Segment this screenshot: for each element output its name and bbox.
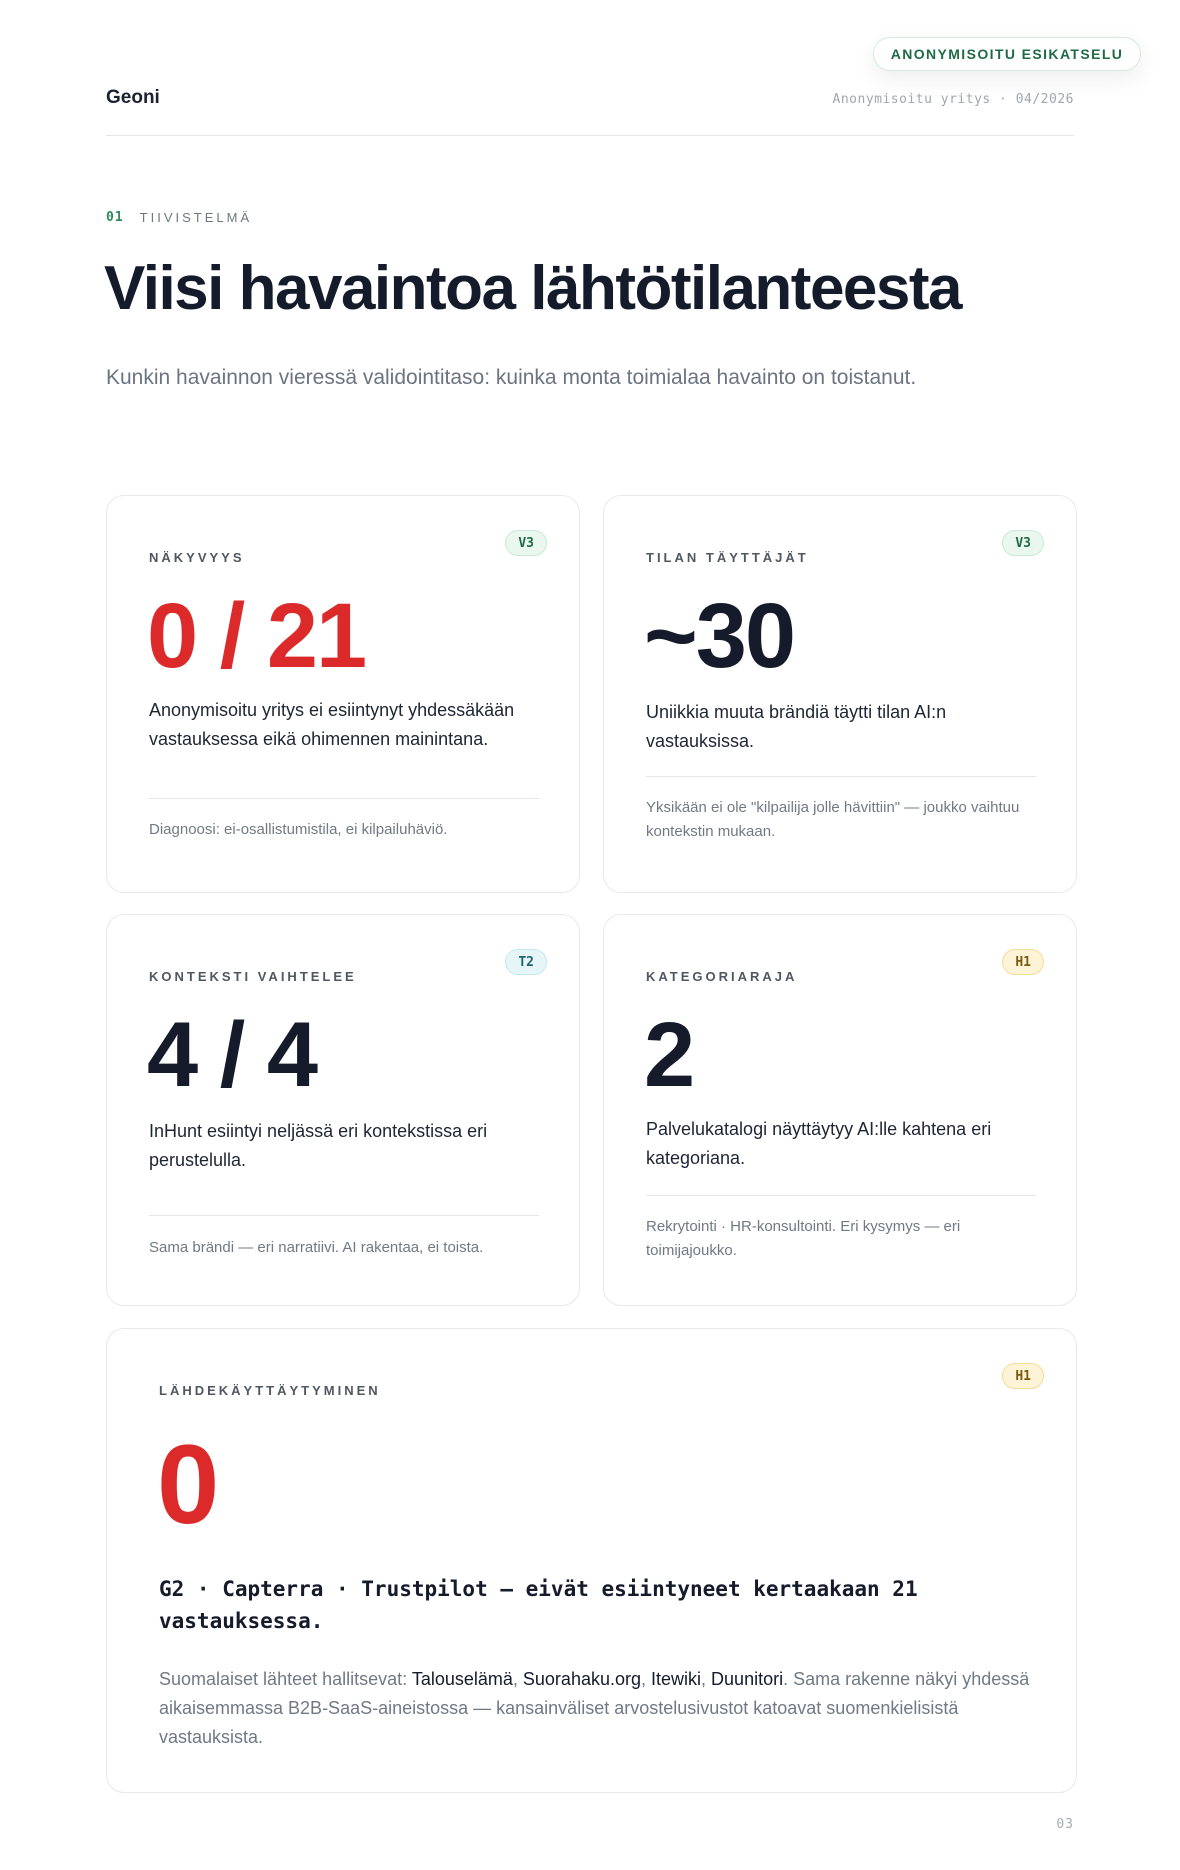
card-value: 0 [157, 1422, 218, 1547]
sources-rest: . Sama rakenne näkyi yhdessä aikaisemmassa B2B-SaaS-aineistossa — kansainväliset arvostelusivustot katoavat suomenkielisistä vastauksista. [159, 1669, 1030, 1747]
sources-body [159, 1665, 1039, 1752]
finding-card-category [603, 914, 1077, 1306]
card-label: KONTEKSTI VAIHTELEE [149, 969, 357, 984]
sources-intro: Suomalaiset lähteet hallitsevat: [159, 1669, 412, 1689]
card-body: Palvelukatalogi näyttäytyy AI:lle kahtena eri kategoriana. [646, 1119, 992, 1168]
validation-badge: V3 [505, 530, 547, 556]
header [106, 86, 1074, 136]
section-label [106, 210, 252, 225]
source-name: Duunitori [711, 1669, 784, 1689]
source-separator: , [512, 1669, 523, 1689]
card-divider [149, 1215, 539, 1216]
sources-headline: G2 · Capterra · Trustpilot — eivät esiintyneet kertaakaan 21 vastauksessa. [159, 1577, 918, 1633]
brand-logo: Geoni [106, 87, 160, 108]
finding-card-context [106, 914, 580, 1306]
finding-card-sources [106, 1328, 1077, 1793]
section-label-text: TIIVISTELMÄ [139, 210, 253, 225]
validation-badge: T2 [505, 949, 547, 975]
card-value: 2 [644, 1004, 694, 1106]
card-label: NÄKYVYYS [149, 550, 245, 565]
card-value: 4 / 4 [147, 1004, 317, 1106]
source-name: Itewiki [651, 1669, 702, 1689]
card-body: Uniikkia muuta brändiä täytti tilan AI:n vastauksissa. [646, 702, 947, 751]
validation-badge: H1 [1002, 949, 1044, 975]
card-label: KATEGORIARAJA [646, 969, 798, 984]
page-title: Viisi havaintoa lähtötilanteesta [104, 254, 962, 323]
card-label: LÄHDEKÄYTTÄYTYMINEN [159, 1383, 381, 1398]
source-name: Suorahaku.org [522, 1669, 641, 1689]
card-divider [646, 1195, 1036, 1196]
card-note: Sama brändi — eri narratiivi. AI rakentaa, ei toista. [149, 1239, 484, 1256]
source-name: Talouselämä [411, 1669, 513, 1689]
card-body: Anonymisoitu yritys ei esiintynyt yhdessäkään vastauksessa eikä ohimennen mainintana. [149, 700, 515, 749]
card-value: ~30 [644, 585, 795, 687]
card-note: Yksikään ei ole "kilpailija jolle hävittiin" — joukko vaihtuu kontekstin mukaan. [646, 799, 1020, 840]
validation-badge: V3 [1002, 530, 1044, 556]
card-body: InHunt esiintyi neljässä eri kontekstissa eri perustelulla. [149, 1121, 488, 1170]
card-divider [149, 798, 539, 799]
lead-paragraph: Kunkin havainnon vieressä validointitaso: kuinka monta toimialaa havainto on toistanut. [106, 366, 917, 389]
card-divider [646, 776, 1036, 777]
source-separator: , [701, 1669, 712, 1689]
card-value: 0 / 21 [147, 585, 366, 687]
finding-card-visibility [106, 495, 580, 893]
validation-badge: H1 [1002, 1363, 1044, 1389]
page-number: 03 [1056, 1817, 1074, 1832]
finding-card-space-fillers [603, 495, 1077, 893]
card-note: Rekrytointi · HR-konsultointi. Eri kysymys — eri toimijajoukko. [646, 1218, 961, 1259]
source-separator: , [641, 1669, 652, 1689]
section-number: 01 [106, 210, 124, 225]
card-note: Diagnoosi: ei-osallistumistila, ei kilpailuhäviö. [149, 821, 448, 838]
preview-badge: ANONYMISOITU ESIKATSELU [873, 37, 1141, 71]
card-label: TILAN TÄYTTÄJÄT [646, 550, 809, 565]
header-meta: Anonymisoitu yritys · 04/2026 [832, 92, 1074, 107]
